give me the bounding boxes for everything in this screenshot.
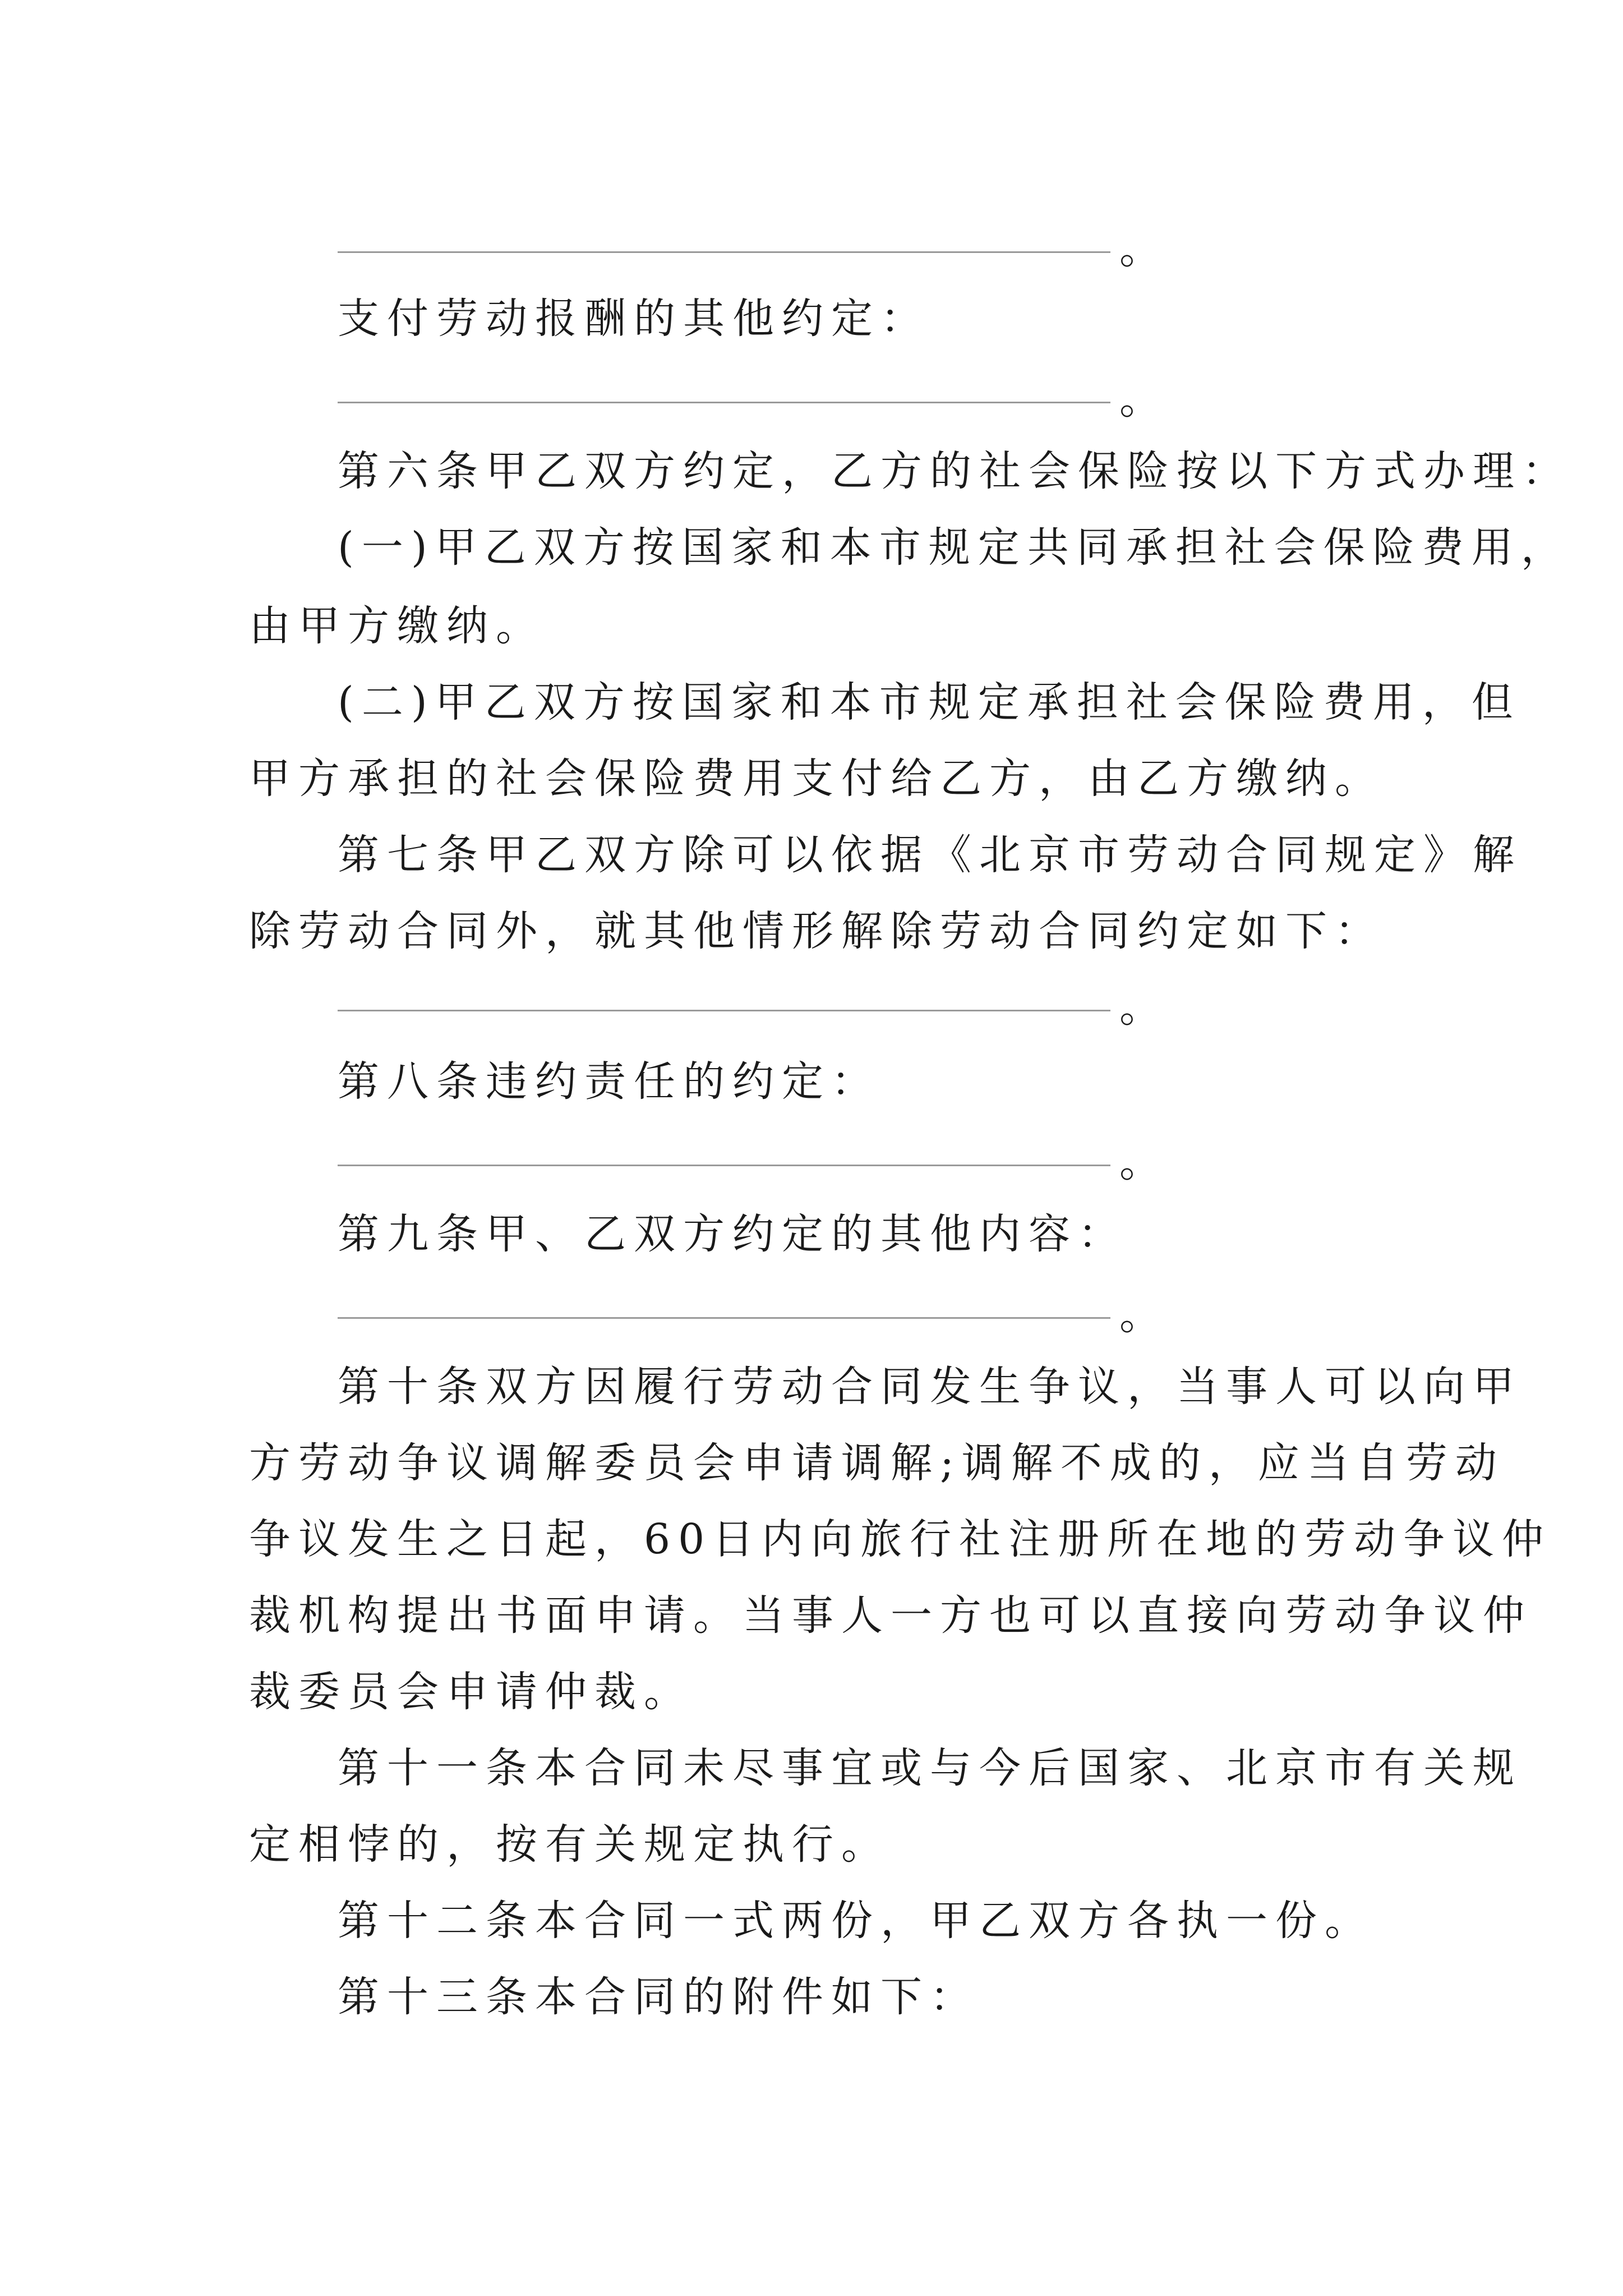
blank-underline xyxy=(338,1010,1110,1011)
paragraph-line: 第六条甲乙双方约定，乙方的社会保险按以下方式办理： xyxy=(338,447,1571,495)
blank-end-mark: 。 xyxy=(1119,375,1161,424)
blank-underline xyxy=(338,1165,1110,1166)
paragraph-line: 第九条甲、乙双方约定的其他内容： xyxy=(338,1210,1127,1258)
paragraph-line: 定相悖的，按有关规定执行。 xyxy=(249,1820,891,1869)
blank-end-mark: 。 xyxy=(1119,983,1161,1032)
fill-in-blank-line xyxy=(0,1133,1623,1200)
blank-end-mark: 。 xyxy=(1119,225,1161,273)
fill-in-blank-line xyxy=(0,978,1623,1046)
blank-end-mark: 。 xyxy=(1119,1138,1161,1186)
paragraph-line: 支付劳动报酬的其他约定： xyxy=(338,295,930,343)
paragraph-line: 甲方承担的社会保险费用支付给乙方，由乙方缴纳。 xyxy=(249,754,1384,803)
paragraph-line: 第七条甲乙双方除可以依据《北京市劳动合同规定》解 xyxy=(338,831,1522,879)
paragraph-line: 争议发生之日起，60日内向旅行社注册所在地的劳动争议仲 xyxy=(249,1515,1552,1563)
paragraph-line: 第十一条本合同未尽事宜或与今后国家、北京市有关规 xyxy=(338,1744,1522,1792)
paragraph-line: 裁机构提出书面申请。当事人一方也可以直接向劳动争议仲 xyxy=(249,1591,1532,1640)
blank-underline xyxy=(338,251,1110,253)
fill-in-blank-line xyxy=(0,370,1623,438)
blank-underline xyxy=(338,1317,1110,1319)
paragraph-line: 第十二条本合同一式两份，甲乙双方各执一份。 xyxy=(338,1897,1374,1945)
paragraph-line: 由甲方缴纳。 xyxy=(249,602,545,650)
paragraph-line: 第十三条本合同的附件如下： xyxy=(338,1973,979,2021)
paragraph-line: (二)甲乙双方按国家和本市规定承担社会保险费用，但 xyxy=(338,678,1521,726)
paragraph-line: 除劳动合同外，就其他情形解除劳动合同约定如下： xyxy=(249,907,1384,955)
fill-in-blank-line xyxy=(0,220,1623,287)
paragraph-line: 方劳动争议调解委员会申请调解;调解不成的，应当自劳动 xyxy=(249,1439,1505,1487)
paragraph-line: 第八条违约责任的约定： xyxy=(338,1057,880,1106)
fill-in-blank-line xyxy=(0,1286,1623,1353)
paragraph-line: 第十条双方因履行劳动合同发生争议，当事人可以向甲 xyxy=(338,1363,1522,1411)
paragraph-line: 裁委员会申请仲裁。 xyxy=(249,1668,693,1716)
paragraph-line: (一)甲乙双方按国家和本市规定共同承担社会保险费用， xyxy=(338,523,1570,572)
blank-end-mark: 。 xyxy=(1119,1291,1161,1339)
blank-underline xyxy=(338,402,1110,403)
